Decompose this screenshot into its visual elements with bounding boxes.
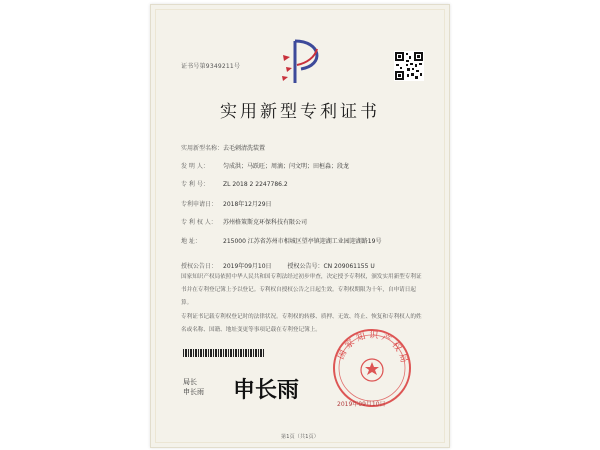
patent-number-row <box>181 179 288 188</box>
grant-publication-number: 授权公告号：CN 209061155 U <box>287 263 375 270</box>
filing-date-row <box>181 199 272 208</box>
seal-date: 2019年09月10日 <box>337 401 386 408</box>
address-row <box>181 237 425 247</box>
patent-office-logo <box>281 35 333 87</box>
field-value: 2018年12月29日 <box>223 201 272 208</box>
qr-code <box>394 51 424 81</box>
page-footer: 第1页（共1页） <box>281 434 319 440</box>
patentee-row <box>181 217 307 226</box>
field-label: 地 址： <box>181 238 201 245</box>
field-label: 专利申请日： <box>181 201 218 208</box>
patent-certificate <box>150 4 450 448</box>
field-label: 专 利 号： <box>181 181 209 188</box>
field-label: 授权公告日： <box>181 263 218 270</box>
signer-name: 申长雨 <box>183 388 204 396</box>
field-value: 苏州格策斯克环保科技有限公司 <box>223 219 308 226</box>
certificate-title: 实用新型专利证书 <box>220 102 380 122</box>
field-label: 发 明 人： <box>181 163 209 170</box>
director-signature: 申长雨 <box>233 377 300 403</box>
field-value: 2019年09月10日 <box>223 263 272 270</box>
signer-block <box>183 377 204 397</box>
emblem-icon <box>365 362 379 375</box>
field-value: 匀成洪；马跃旺；周滴；闫文明；田桓淼；段龙 <box>223 163 350 170</box>
field-label: 专 利 权 人： <box>181 219 217 226</box>
inventors-row <box>181 161 349 170</box>
grant-date-row <box>181 261 375 270</box>
certificate-legal-note: 专利证书记载专利权登记时的法律状况。专利权的转移、质押、无效、终止、恢复和专利权人的姓名或名称、国籍、地址变更等事项记载在专利登记簿上。 <box>181 314 422 333</box>
utility-model-name-row <box>181 143 265 152</box>
field-label: 实用新型名称： <box>181 145 224 152</box>
field-value: 215000 江苏省苏州市相城区望亭镇迎湖工业园迎湖路19号 <box>223 238 382 245</box>
signer-title: 局长 <box>183 378 197 386</box>
certificate-statement: 国家知识产权局依照中华人民共和国专利法经过初步审查，决定授予专利权，颁发实用新型专利证书并在专利登记簿上予以登记。专利权自授权公告之日起生效。专利权期限为十年，自申请日起算。 <box>181 274 422 306</box>
field-value: 去毛刺清洗装置 <box>223 145 266 152</box>
seal-text: 国家知识产权局 <box>336 330 410 367</box>
field-value: ZL 2018 2 2247786.2 <box>223 181 288 188</box>
certificate-number: 证书号第9349211号 <box>181 63 241 70</box>
barcode <box>183 349 265 357</box>
official-seal <box>331 327 413 409</box>
